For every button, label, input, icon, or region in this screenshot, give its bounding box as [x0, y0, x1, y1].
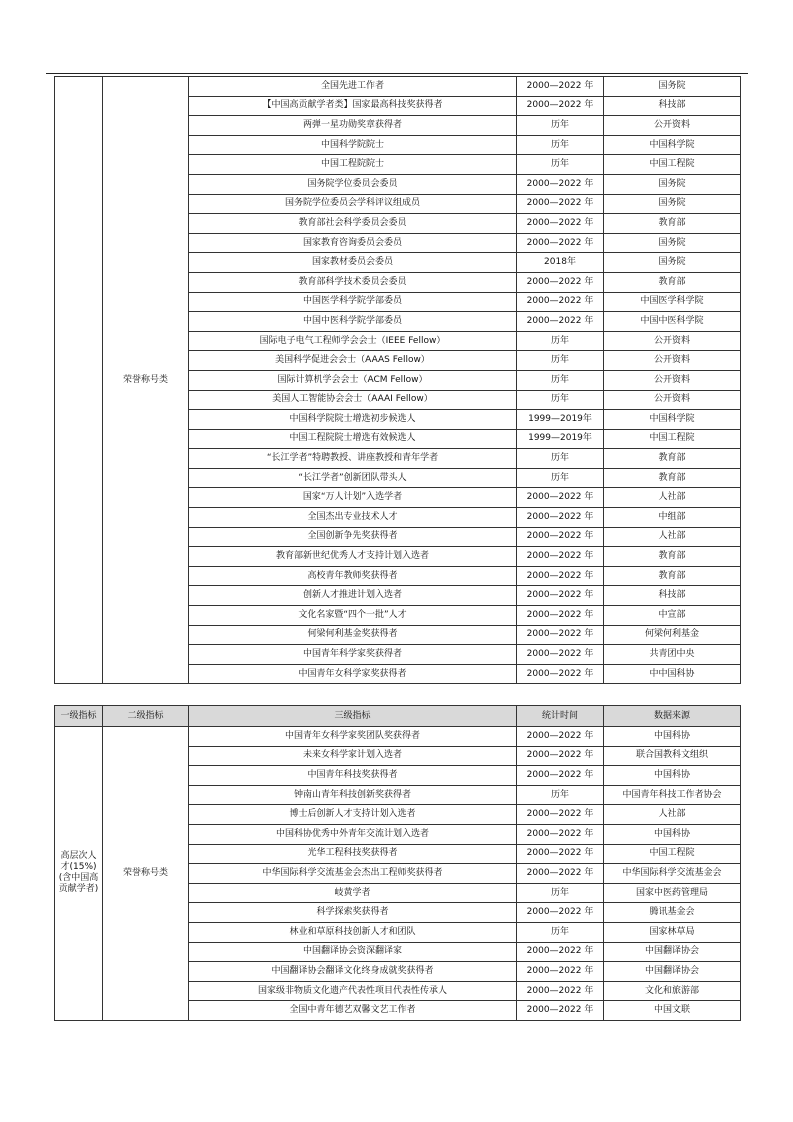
stat-time: 历年	[517, 331, 604, 351]
data-source: 科技部	[604, 96, 741, 116]
indicator-name: 博士后创新人才支持计划入选者	[189, 805, 517, 825]
data-source: 文化和旅游部	[604, 981, 741, 1001]
stat-time: 历年	[517, 351, 604, 371]
data-source: 教育部	[604, 468, 741, 488]
stat-time: 2000—2022 年	[517, 527, 604, 547]
data-source: 公开资料	[604, 116, 741, 136]
header-level1: 一级指标	[55, 706, 103, 727]
indicator-table	[54, 705, 741, 1021]
indicator-name: 国家级非物质文化遗产代表性项目代表性传承人	[189, 981, 517, 1001]
indicator-name: 中国科协优秀中外青年交流计划入选者	[189, 824, 517, 844]
data-source: 公开资料	[604, 331, 741, 351]
indicator-name: 林业和草原科技创新人才和团队	[189, 922, 517, 942]
indicator-name: 国家教育咨询委员会委员	[189, 233, 517, 253]
stat-time: 2000—2022 年	[517, 664, 604, 684]
stat-time: 历年	[517, 883, 604, 903]
indicator-name: 国际电子电气工程师学会会士（IEEE Fellow）	[189, 331, 517, 351]
stat-time: 历年	[517, 155, 604, 175]
data-source: 教育部	[604, 449, 741, 469]
stat-time: 2000—2022 年	[517, 77, 604, 97]
data-source: 人社部	[604, 805, 741, 825]
level1-cell: 高层次人才(15%)(含中国高贡献学者)	[55, 727, 103, 1021]
stat-time: 历年	[517, 116, 604, 136]
indicator-name: 中国科学院院士增选初步候选人	[189, 410, 517, 430]
data-source: 中国科协	[604, 727, 741, 747]
indicator-name: 全国创新争先奖获得者	[189, 527, 517, 547]
data-source: 中国科协	[604, 824, 741, 844]
indicator-name: 中国青年女科学家奖获得者	[189, 664, 517, 684]
stat-time: 2000—2022 年	[517, 566, 604, 586]
data-source: 中国医学科学院	[604, 292, 741, 312]
data-source: 中宣部	[604, 606, 741, 626]
stat-time: 2000—2022 年	[517, 292, 604, 312]
data-source: 共青团中央	[604, 645, 741, 665]
stat-time: 2000—2022 年	[517, 214, 604, 234]
indicator-name: 中华国际科学交流基金会杰出工程师奖获得者	[189, 864, 517, 884]
indicator-name: 中国翻译协会资深翻译家	[189, 942, 517, 962]
indicator-name: 教育部社会科学委员会委员	[189, 214, 517, 234]
data-source: 人社部	[604, 488, 741, 508]
data-source: 中国工程院	[604, 844, 741, 864]
indicator-name: 中国中医科学院学部委员	[189, 312, 517, 332]
level1-cell	[55, 77, 103, 684]
stat-time: 2000—2022 年	[517, 903, 604, 923]
data-source: 中国中医科学院	[604, 312, 741, 332]
indicator-name: 中国翻译协会翻译文化终身成就奖获得者	[189, 962, 517, 982]
indicator-name: “长江学者”创新团队带头人	[189, 468, 517, 488]
stat-time: 2000—2022 年	[517, 272, 604, 292]
stat-time: 2000—2022 年	[517, 488, 604, 508]
data-source: 国务院	[604, 233, 741, 253]
stat-time: 2000—2022 年	[517, 864, 604, 884]
data-source: 国务院	[604, 174, 741, 194]
stat-time: 2000—2022 年	[517, 96, 604, 116]
header-time: 统计时间	[517, 706, 604, 727]
data-source: 腾讯基金会	[604, 903, 741, 923]
top-rule	[46, 73, 748, 74]
stat-time: 2000—2022 年	[517, 586, 604, 606]
stat-time: 1999—2019年	[517, 410, 604, 430]
indicator-name: 钟南山青年科技创新奖获得者	[189, 785, 517, 805]
data-source: 中国翻译协会	[604, 962, 741, 982]
stat-time: 2000—2022 年	[517, 805, 604, 825]
indicator-name: 科学探索奖获得者	[189, 903, 517, 923]
data-source: 中国文联	[604, 1001, 741, 1021]
data-source: 人社部	[604, 527, 741, 547]
stat-time: 2000—2022 年	[517, 606, 604, 626]
data-source: 科技部	[604, 586, 741, 606]
stat-time: 2000—2022 年	[517, 727, 604, 747]
indicator-name: 教育部科学技术委员会委员	[189, 272, 517, 292]
indicator-name: 岐黄学者	[189, 883, 517, 903]
data-source: 教育部	[604, 272, 741, 292]
indicator-name: 中国青年女科学家奖团队奖获得者	[189, 727, 517, 747]
table-header-row	[55, 706, 741, 727]
data-source: 中国科学院	[604, 410, 741, 430]
data-source: 教育部	[604, 214, 741, 234]
data-source: 国家林草局	[604, 922, 741, 942]
level2-cell: 荣誉称号类	[103, 727, 189, 1021]
indicator-name: 全国先进工作者	[189, 77, 517, 97]
indicator-name: 国务院学位委员会学科评议组成员	[189, 194, 517, 214]
indicator-name: 未来女科学家计划入选者	[189, 746, 517, 766]
indicator-name: 国家“万人计划”入选学者	[189, 488, 517, 508]
data-source: 公开资料	[604, 390, 741, 410]
data-source: 公开资料	[604, 370, 741, 390]
data-source: 中国工程院	[604, 155, 741, 175]
stat-time: 2000—2022 年	[517, 312, 604, 332]
data-source: 中组部	[604, 508, 741, 528]
stat-time: 历年	[517, 922, 604, 942]
stat-time: 2000—2022 年	[517, 625, 604, 645]
indicator-name: 中国工程院院士	[189, 155, 517, 175]
stat-time: 2018年	[517, 253, 604, 273]
stat-time: 历年	[517, 449, 604, 469]
header-level3: 三级指标	[189, 706, 517, 727]
stat-time: 2000—2022 年	[517, 1001, 604, 1021]
stat-time: 2000—2022 年	[517, 233, 604, 253]
indicator-name: 美国科学促进会会士（AAAS Fellow）	[189, 351, 517, 371]
stat-time: 2000—2022 年	[517, 547, 604, 567]
stat-time: 历年	[517, 785, 604, 805]
indicator-name: 国务院学位委员会委员	[189, 174, 517, 194]
stat-time: 历年	[517, 370, 604, 390]
stat-time: 2000—2022 年	[517, 824, 604, 844]
indicator-name: 全国中青年德艺双馨文艺工作者	[189, 1001, 517, 1021]
header-level2: 二级指标	[103, 706, 189, 727]
data-source: 中国科协	[604, 766, 741, 786]
data-source: 中国青年科技工作者协会	[604, 785, 741, 805]
stat-time: 历年	[517, 468, 604, 488]
indicator-name: 创新人才推进计划入选者	[189, 586, 517, 606]
data-source: 中中国科协	[604, 664, 741, 684]
data-source: 教育部	[604, 566, 741, 586]
indicator-name: 光华工程科技奖获得者	[189, 844, 517, 864]
indicator-name: 国际计算机学会会士（ACM Fellow）	[189, 370, 517, 390]
stat-time: 2000—2022 年	[517, 645, 604, 665]
indicator-name: 中国工程院院士增选有效候选人	[189, 429, 517, 449]
stat-time: 2000—2022 年	[517, 942, 604, 962]
indicator-name: 中国科学院院士	[189, 135, 517, 155]
stat-time: 2000—2022 年	[517, 194, 604, 214]
data-source: 何梁何利基金	[604, 625, 741, 645]
data-source: 国务院	[604, 194, 741, 214]
indicator-table-continued	[54, 76, 741, 684]
data-source: 国务院	[604, 253, 741, 273]
indicator-name: 中国医学科学院学部委员	[189, 292, 517, 312]
stat-time: 2000—2022 年	[517, 766, 604, 786]
header-source: 数据来源	[604, 706, 741, 727]
indicator-name: 两弹一星功勋奖章获得者	[189, 116, 517, 136]
indicator-name: “长江学者”特聘教授、讲座教授和青年学者	[189, 449, 517, 469]
data-source: 教育部	[604, 547, 741, 567]
stat-time: 2000—2022 年	[517, 746, 604, 766]
stat-time: 历年	[517, 390, 604, 410]
indicator-name: 国家教材委员会委员	[189, 253, 517, 273]
data-source: 国家中医药管理局	[604, 883, 741, 903]
data-source: 中国工程院	[604, 429, 741, 449]
indicator-name: 中国青年科学家奖获得者	[189, 645, 517, 665]
stat-time: 2000—2022 年	[517, 981, 604, 1001]
stat-time: 2000—2022 年	[517, 962, 604, 982]
indicator-name: 教育部新世纪优秀人才支持计划入选者	[189, 547, 517, 567]
indicator-name: 全国杰出专业技术人才	[189, 508, 517, 528]
stat-time: 1999—2019年	[517, 429, 604, 449]
data-source: 中华国际科学交流基金会	[604, 864, 741, 884]
table-row	[55, 77, 741, 97]
stat-time: 2000—2022 年	[517, 508, 604, 528]
level2-cell: 荣誉称号类	[103, 77, 189, 684]
stat-time: 历年	[517, 135, 604, 155]
data-source: 国务院	[604, 77, 741, 97]
data-source: 公开资料	[604, 351, 741, 371]
indicator-name: 【中国高贡献学者类】国家最高科技奖获得者	[189, 96, 517, 116]
indicator-name: 何梁何利基金奖获得者	[189, 625, 517, 645]
data-source: 联合国教科文组织	[604, 746, 741, 766]
stat-time: 2000—2022 年	[517, 174, 604, 194]
data-source: 中国科学院	[604, 135, 741, 155]
data-source: 中国翻译协会	[604, 942, 741, 962]
indicator-name: 美国人工智能协会会士（AAAI Fellow）	[189, 390, 517, 410]
indicator-name: 高校青年教师奖获得者	[189, 566, 517, 586]
indicator-name: 中国青年科技奖获得者	[189, 766, 517, 786]
indicator-name: 文化名家暨“四个一批”人才	[189, 606, 517, 626]
stat-time: 2000—2022 年	[517, 844, 604, 864]
table-row	[55, 727, 741, 747]
